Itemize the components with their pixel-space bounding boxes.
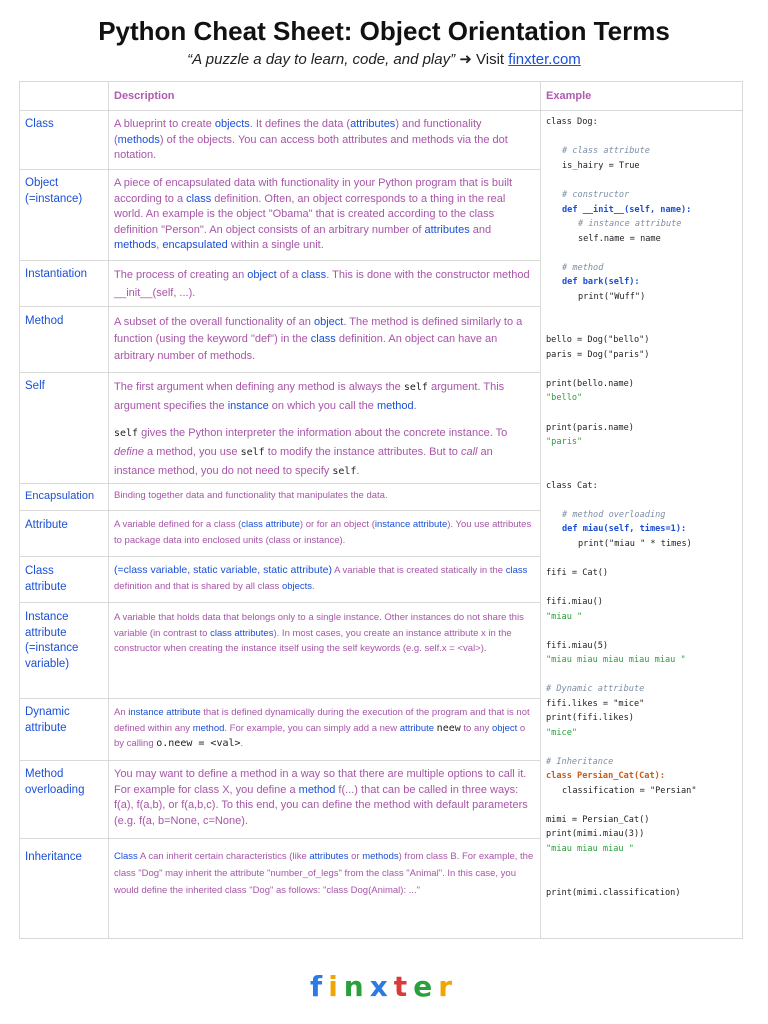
keyword-link: class [186,192,212,205]
code-output: "mice" [546,728,578,738]
desc-class [114,117,534,164]
text: ). You use attributes to package data into enclosed units (class or instance). [114,519,532,546]
code-line: fifi.miau() [546,597,603,607]
text: . For example, you can simply add a new [224,722,400,734]
text: . This is done with the constructor method __init__(self, ...). [114,269,530,299]
text: ) from class B. For example, the class "Dog" may inherit the attribute "number_of_legs" from the class "Animal". In this case, you would define the inherited class "Dog" as follows: "class Dog(Animal): ..." [114,851,534,896]
code-line: print(mimi.miau(3)) [546,829,645,839]
row-divider [20,372,540,373]
desc-self-1 [114,378,534,415]
subtitle [0,50,768,68]
arrow-icon: ➜ [459,51,472,68]
code-line: fifi = Cat() [546,568,609,578]
row-divider [20,838,540,839]
text: A subset of the overall functionality of an [114,316,314,328]
code-output: "miau miau miau " [546,844,634,854]
keyword-link: method [298,783,336,796]
code-line: print(mimi.classification) [546,888,681,898]
logo-letter: r [438,970,458,1003]
text: f(...) that can be called in three ways: f(a), f(a,b), or f(a,b,c). To this end, you can define the method with default parameters (e.g. f(a, b=None, c=None). [114,783,528,827]
code-output: "bello" [546,393,583,403]
text: definition. Often, an object corresponds to a thing in the real world. An example is the object "Obama" that is created according to the class definition "Person". An object consists of an arbitrary number of [114,192,506,236]
term-instantiation: Instantiation [25,268,88,280]
code-keyword: self [332,466,357,477]
text: . [356,465,360,477]
code-dog-class: class Dog: [546,117,598,127]
code-line: print(bello.name) [546,379,634,389]
text: An [114,707,129,718]
text: and [469,223,492,236]
text: A can inherit certain characteristics (like [137,851,310,862]
keyword-link: class attributes [210,627,274,639]
text: gives the Python interpreter the information about the concrete instance. To [138,427,508,439]
code-comment: # instance attribute [578,219,682,229]
code-comment: # class attribute [562,146,650,156]
text: of a [276,269,302,281]
text: a method, you use [143,446,241,458]
code-line: self.name = name [578,234,661,244]
example-header: Example [546,90,592,102]
code-line: print("Wuff") [578,292,646,302]
text: You may want to define a method in a way so that there are multiple options to call it. For example for class X, you define a [114,768,527,796]
keyword-link: methods [362,851,399,862]
text: argument. This argument specifies the [114,381,505,412]
logo-letter: i [328,970,344,1003]
keyword-link: method [376,400,414,412]
keyword-link: object [313,316,344,328]
desc-instantiation [114,266,534,302]
code-line: is_hairy = True [562,161,640,171]
keyword-link: instance attribute [128,707,201,718]
text: ). In most cases, you create an instance attribute x in the constructor when creating the instance itself using the self keywords (e.g. self.x = <val>). [114,627,512,654]
code-line: print("miau " * times) [578,539,692,549]
code-line: print(paris.name) [546,423,634,433]
code-line: class Persian_Cat(Cat): [546,771,665,781]
code-line: fifi.likes = "mice" [546,699,645,709]
code-comment: # method overloading [562,510,666,520]
code-comment: # method [562,263,604,273]
code-output: "miau " [546,612,583,622]
text: ) of the objects. You can access both attributes and methods via the dot notation. [114,133,508,161]
text: . [312,580,315,592]
keyword-link: objects [214,118,250,130]
text: A piece of encapsulated data with functionality in your Python program that is built according to a [114,177,513,205]
row-divider [20,760,540,761]
term-self: Self [25,380,45,392]
text: A blueprint to create [114,118,215,130]
text: within a single unit. [227,239,324,251]
logo-letter: t [393,970,414,1003]
row-divider [20,510,540,511]
desc-object [114,176,534,254]
row-divider [20,483,540,484]
keyword-link: instance [227,400,269,412]
code-keyword: o.neew = <val> [156,738,241,749]
page-title: Python Cheat Sheet: Object Orientation Terms [98,16,670,46]
text: on which you call the [268,400,377,412]
keyword-link: class [310,333,336,345]
term-class: Class [25,118,54,130]
desc-method-overloading [114,767,534,829]
term-dynamic-attribute: Dynamic attribute [25,706,70,734]
emphasis: call [460,446,478,458]
keyword-link: (=class variable, static variable, static attribute) [114,564,332,576]
finxter-link[interactable]: finxter.com [508,51,581,68]
text: . [240,738,244,749]
text: definition and that is shared by all class [114,580,282,592]
keyword-link: class attribute [241,519,300,530]
term-method-overloading: Method overloading [25,768,85,796]
text: The process of creating an [114,269,248,281]
code-output: "paris" [546,437,583,447]
keyword-link: encapsulated [162,239,228,251]
row-divider [20,260,540,261]
code-keyword: self [240,447,265,458]
term-inheritance: Inheritance [25,851,82,863]
term-method: Method [25,315,64,327]
keyword-link: attributes [350,118,396,130]
term-instance-attribute: Instance attribute (=instance variable) [25,611,79,670]
description-header: Description [114,90,175,102]
code-cat-class: class Cat: [546,481,598,491]
desc-encapsulation: Binding together data and functionality that manipulates the data. [114,490,388,501]
keyword-link: class [301,269,327,281]
text: , [156,239,163,251]
keyword-link: class [505,565,528,576]
text: A variable that holds data that belongs only to a single instance. Other instances do not share this variable (in contrast to [114,612,524,639]
text: ) or for an object ( [299,519,375,530]
code-line: def miau(self, times=1): [562,524,687,534]
text: . The method is defined similarly to a function (using the keyword "def") in the [114,316,523,345]
text: o by calling [114,722,526,749]
desc-instance-attribute [114,610,534,657]
term-class-attribute: Class attribute [25,565,67,593]
code-line: paris = Dog("paris") [546,350,650,360]
code-keyword: neew [436,722,461,734]
text: to modify the instance attributes. But to [264,446,461,458]
logo-letter: f [310,970,329,1003]
tagline-quote: “A puzzle a day to learn, code, and play” [187,51,456,68]
text: A variable that is created statically in the [331,565,506,576]
text: definition. An object can have an arbitrary number of methods. [114,333,498,362]
term-encapsulation: Encapsulation [25,490,95,502]
cheat-sheet-table [19,81,743,939]
text: or [348,851,363,862]
text: A variable defined for a class ( [114,519,242,530]
logo-letter: e [413,970,439,1003]
logo-letter: x [369,970,394,1003]
keyword-link: methods [117,133,160,146]
row-divider [20,306,540,307]
emphasis: define [114,446,144,458]
code-line: bello = Dog("bello") [546,335,650,345]
desc-attribute [114,517,534,548]
text: an instance method, you do not need to specify [114,446,493,477]
visit-label: Visit [476,51,505,68]
keyword-link: object [491,722,518,734]
code-line: print(fifi.likes) [546,713,634,723]
code-line: def bark(self): [562,277,640,287]
row-divider [20,556,540,557]
code-output: "miau miau miau miau miau " [546,655,686,665]
code-line: fifi.miau(5) [546,641,609,651]
keyword-link: attribute [399,722,435,734]
desc-method [114,314,534,365]
code-line: classification = "Persian" [562,786,697,796]
code-comment: # Inheritance [546,757,614,767]
term-attribute: Attribute [25,519,68,531]
desc-dynamic-attribute [114,705,534,752]
text: . It defines the data ( [249,118,351,130]
finxter-logo [0,970,768,1003]
row-divider [20,169,540,170]
logo-letter: n [343,970,370,1003]
keyword-link: attributes [424,223,470,236]
keyword-link: object [247,269,277,281]
code-keyword: self [114,428,139,439]
code-line: def __init__(self, name): [562,205,692,215]
keyword-link: objects [281,580,313,592]
term-object: Object (=instance) [25,177,83,205]
text: to any [460,722,492,734]
code-comment: # Dynamic attribute [546,684,645,694]
row-divider [20,698,540,699]
text: ) and functionality ( [114,118,482,146]
desc-inheritance [114,848,534,899]
text: . [413,400,417,412]
keyword-link: attributes [309,851,349,862]
code-line: mimi = Persian_Cat() [546,815,650,825]
code-keyword: self [403,382,428,393]
code-comment: # constructor [562,190,630,200]
keyword-link: methods [114,239,157,251]
text: The first argument when defining any method is always the [114,381,404,393]
keyword-link: method [192,722,225,734]
desc-class-attribute [114,563,534,594]
desc-self-2 [114,424,534,481]
row-divider [20,110,540,111]
keyword-link: Class [114,851,138,862]
keyword-link: instance attribute [374,519,448,530]
row-divider [541,110,742,111]
row-divider [20,602,540,603]
text: that is defined dynamically during the execution of the program and that is not defined within any [114,707,530,734]
